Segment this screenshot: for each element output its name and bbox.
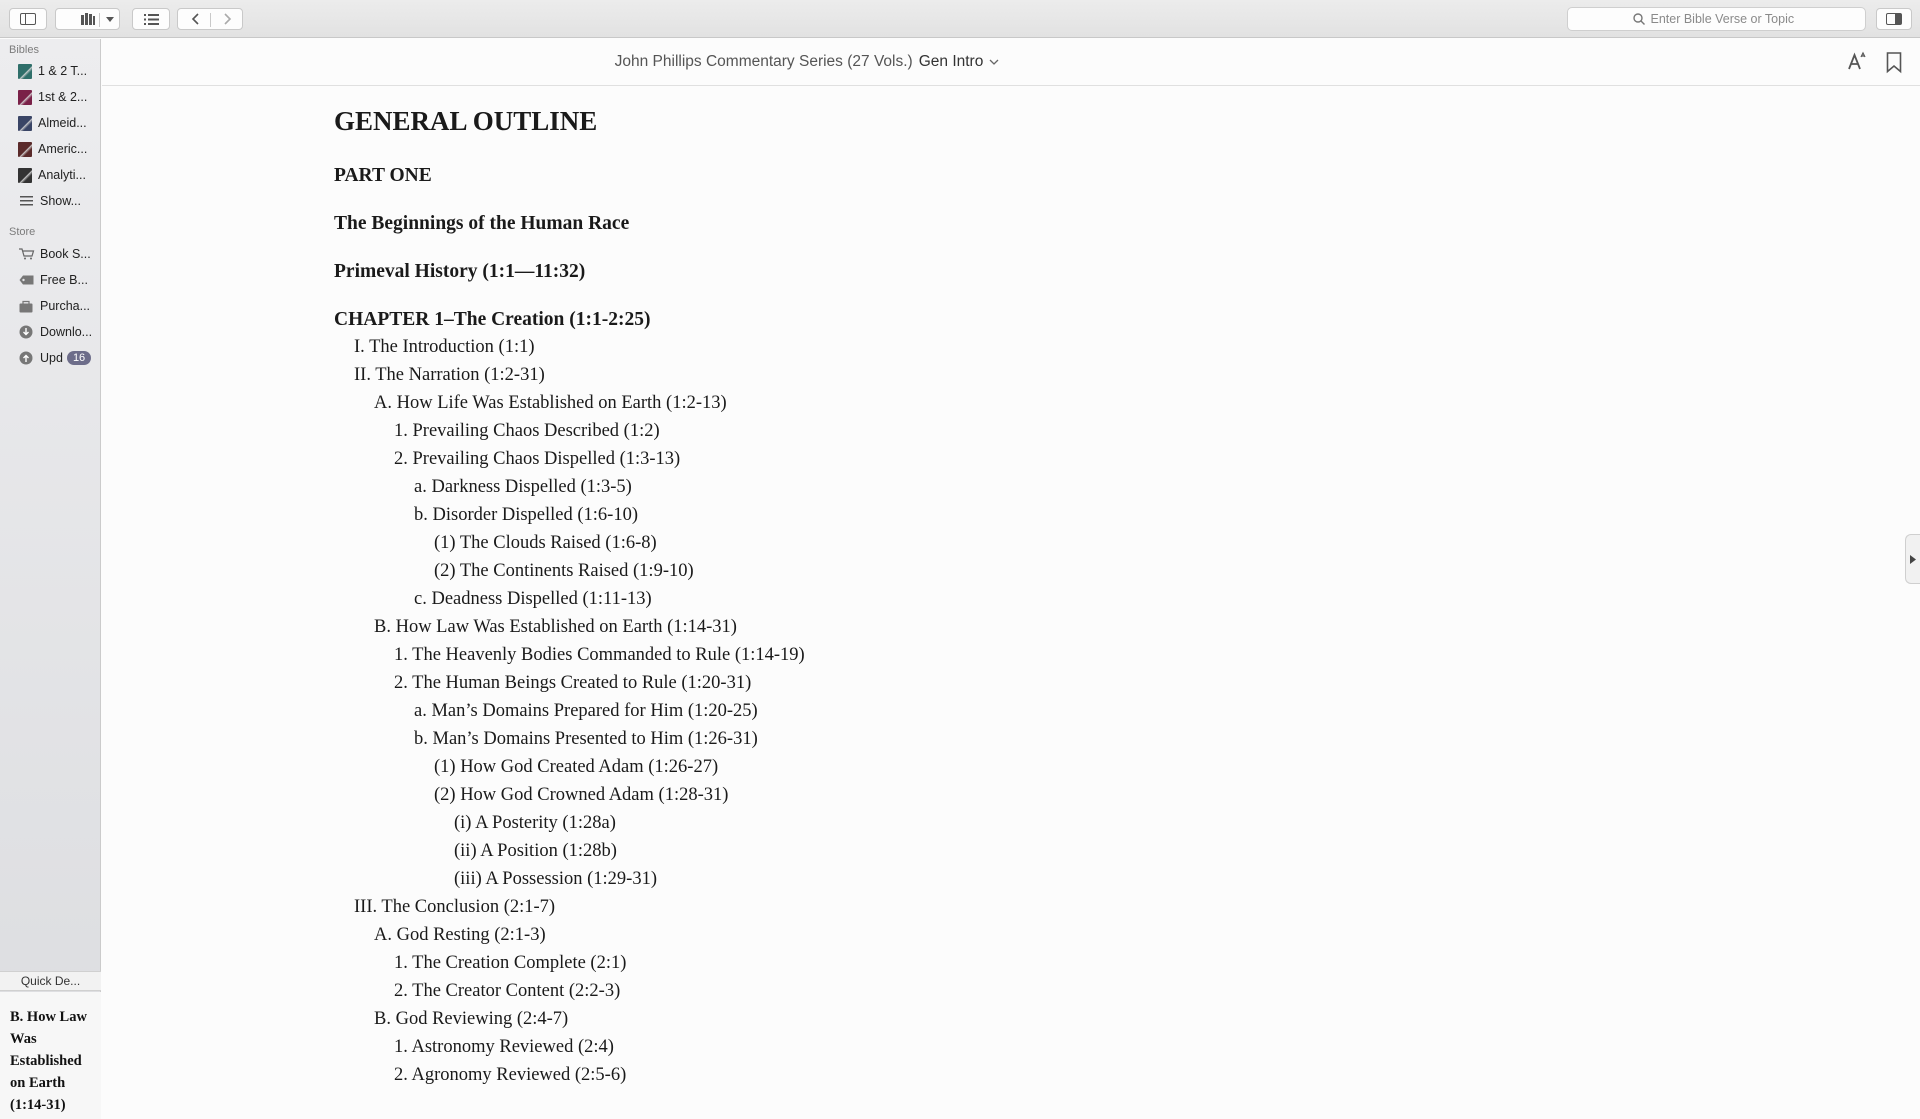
- outline-item: A. God Resting (2:1-3): [374, 925, 546, 945]
- sidebar-item-label: 1st & 2...: [38, 90, 88, 104]
- chevron-down-icon: [106, 17, 114, 22]
- outline-item: (i) A Posterity (1:28a): [454, 813, 616, 833]
- sidebar-item-free-books[interactable]: [18, 270, 100, 290]
- outline-item: 1. Prevailing Chaos Described (1:2): [394, 421, 660, 441]
- outline-item: 1. The Creation Complete (2:1): [394, 953, 627, 973]
- update-icon: [18, 350, 34, 366]
- outline-item: 2. Prevailing Chaos Dispelled (1:3-13): [394, 449, 681, 469]
- chevron-left-icon: [191, 13, 199, 25]
- book-cover-icon: [18, 168, 32, 183]
- history-heading: Primeval History (1:1—11:32): [334, 261, 586, 282]
- library-icon: [80, 13, 96, 25]
- search-input[interactable]: [1651, 12, 1801, 26]
- outline-item: a. Man’s Domains Prepared for Him (1:20-25): [414, 701, 758, 721]
- document-content: [102, 86, 1920, 1085]
- store-heading: Store: [9, 226, 36, 238]
- document-title[interactable]: [102, 39, 1512, 85]
- right-panel-icon: [1886, 13, 1902, 25]
- sidebar-item-bible[interactable]: [18, 61, 100, 81]
- outline-item: (ii) A Position (1:28b): [454, 841, 617, 861]
- outline-item: II. The Narration (1:2-31): [354, 365, 545, 385]
- library-button[interactable]: [55, 8, 120, 30]
- outline-item: (2) How God Crowned Adam (1:28-31): [434, 785, 729, 805]
- sidebar-icon: [20, 13, 36, 25]
- toggle-sidebar-button[interactable]: [9, 8, 47, 30]
- outline-item: 1. The Heavenly Bodies Commanded to Rule (1:14-19): [394, 645, 805, 665]
- sidebar-item-label: Upd: [40, 351, 63, 365]
- quick-definition-panel: [0, 992, 101, 1119]
- toggle-right-panel-button[interactable]: [1876, 8, 1912, 30]
- chapter-heading: CHAPTER 1–The Creation (1:1-2:25): [334, 309, 651, 330]
- chevron-right-icon: [224, 13, 232, 25]
- right-panel-handle[interactable]: [1905, 534, 1920, 584]
- text-size-button[interactable]: [1847, 52, 1867, 77]
- outline-item: a. Darkness Dispelled (1:3-5): [414, 477, 632, 497]
- search-icon: [1633, 13, 1645, 25]
- bookmark-icon: [1886, 52, 1902, 73]
- outline-item: (1) How God Created Adam (1:26-27): [434, 757, 719, 777]
- part-heading: PART ONE: [334, 165, 432, 186]
- sidebar-item-label: 1 & 2 T...: [38, 64, 88, 78]
- sidebar-item-bible[interactable]: [18, 165, 100, 185]
- outline-item: b. Man’s Domains Presented to Him (1:26-31): [414, 729, 758, 749]
- outline-item: 2. The Creator Content (2:2-3): [394, 981, 621, 1001]
- navigation-buttons: [177, 8, 243, 30]
- outline-item: c. Deadness Dispelled (1:11-13): [414, 589, 652, 609]
- outline-item: B. How Law Was Established on Earth (1:14-31): [374, 617, 737, 637]
- sidebar-item-label: Americ...: [38, 142, 88, 156]
- outline-item: (1) The Clouds Raised (1:6-8): [434, 533, 657, 553]
- bag-icon: [18, 298, 34, 314]
- book-cover-icon: [18, 64, 32, 79]
- quick-definition-header[interactable]: Quick De...: [0, 971, 101, 991]
- book-cover-icon: [18, 142, 32, 157]
- list-icon: [144, 14, 159, 25]
- bibles-heading: Bibles: [9, 44, 39, 56]
- sidebar-item-purchases[interactable]: [18, 296, 100, 316]
- outline-title: GENERAL OUTLINE: [334, 106, 598, 136]
- cart-icon: [18, 246, 34, 262]
- sidebar: [0, 39, 101, 1113]
- sidebar-item-label: Book S...: [40, 247, 91, 261]
- sidebar-item-bible[interactable]: [18, 139, 100, 159]
- sidebar-item-label: Free B...: [40, 273, 88, 287]
- sidebar-item-book-store[interactable]: [18, 244, 100, 264]
- document-header: [102, 39, 1920, 86]
- download-icon: [18, 324, 34, 340]
- table-of-contents-button[interactable]: [132, 8, 170, 30]
- toolbar: [0, 0, 1920, 38]
- outline-item: B. God Reviewing (2:4-7): [374, 1009, 569, 1029]
- tag-icon: [18, 272, 34, 288]
- subtitle-heading: The Beginnings of the Human Race: [334, 213, 630, 234]
- sidebar-item-label: Show...: [40, 194, 81, 208]
- sidebar-item-bible[interactable]: [18, 113, 100, 133]
- quick-definition-text: B. How Law Was Established on Earth (1:14-31): [10, 1009, 87, 1113]
- sidebar-item-label: Analyti...: [38, 168, 86, 182]
- text-size-icon: [1847, 52, 1867, 72]
- sidebar-item-label: Purcha...: [40, 299, 91, 313]
- chevron-down-icon: [989, 59, 999, 65]
- sidebar-item-bible[interactable]: [18, 87, 100, 107]
- book-cover-icon: [18, 116, 32, 131]
- bookmark-button[interactable]: [1886, 52, 1902, 78]
- toolbar-divider: [99, 13, 100, 27]
- sidebar-item-updates[interactable]: [18, 348, 100, 368]
- series-title: John Phillips Commentary Series (27 Vols.): [614, 53, 913, 70]
- sidebar-item-show-more[interactable]: [18, 191, 100, 211]
- outline-item: A. How Life Was Established on Earth (1:2-13): [374, 393, 727, 413]
- search-field[interactable]: [1567, 7, 1866, 31]
- outline-item: (2) The Continents Raised (1:9-10): [434, 561, 694, 581]
- forward-button[interactable]: [211, 9, 244, 29]
- list-icon: [18, 193, 34, 209]
- chevron-right-icon: [1910, 555, 1916, 564]
- outline-item: 2. Agronomy Reviewed (2:5-6): [394, 1065, 627, 1085]
- book-cover-icon: [18, 90, 32, 105]
- sidebar-item-downloads[interactable]: [18, 322, 100, 342]
- updates-count-badge: 16: [67, 351, 91, 365]
- sidebar-item-label: Almeid...: [38, 116, 87, 130]
- outline-item: III. The Conclusion (2:1-7): [354, 897, 556, 917]
- outline-item: 1. Astronomy Reviewed (2:4): [394, 1037, 614, 1057]
- outline-item: I. The Introduction (1:1): [354, 337, 535, 357]
- back-button[interactable]: [178, 9, 211, 29]
- section-title: Gen Intro: [918, 53, 984, 70]
- outline-item: (iii) A Possession (1:29-31): [454, 869, 657, 889]
- sidebar-item-label: Downlo...: [40, 325, 93, 339]
- outline-item: b. Disorder Dispelled (1:6-10): [414, 505, 639, 525]
- outline-item: 2. The Human Beings Created to Rule (1:20-31): [394, 673, 752, 693]
